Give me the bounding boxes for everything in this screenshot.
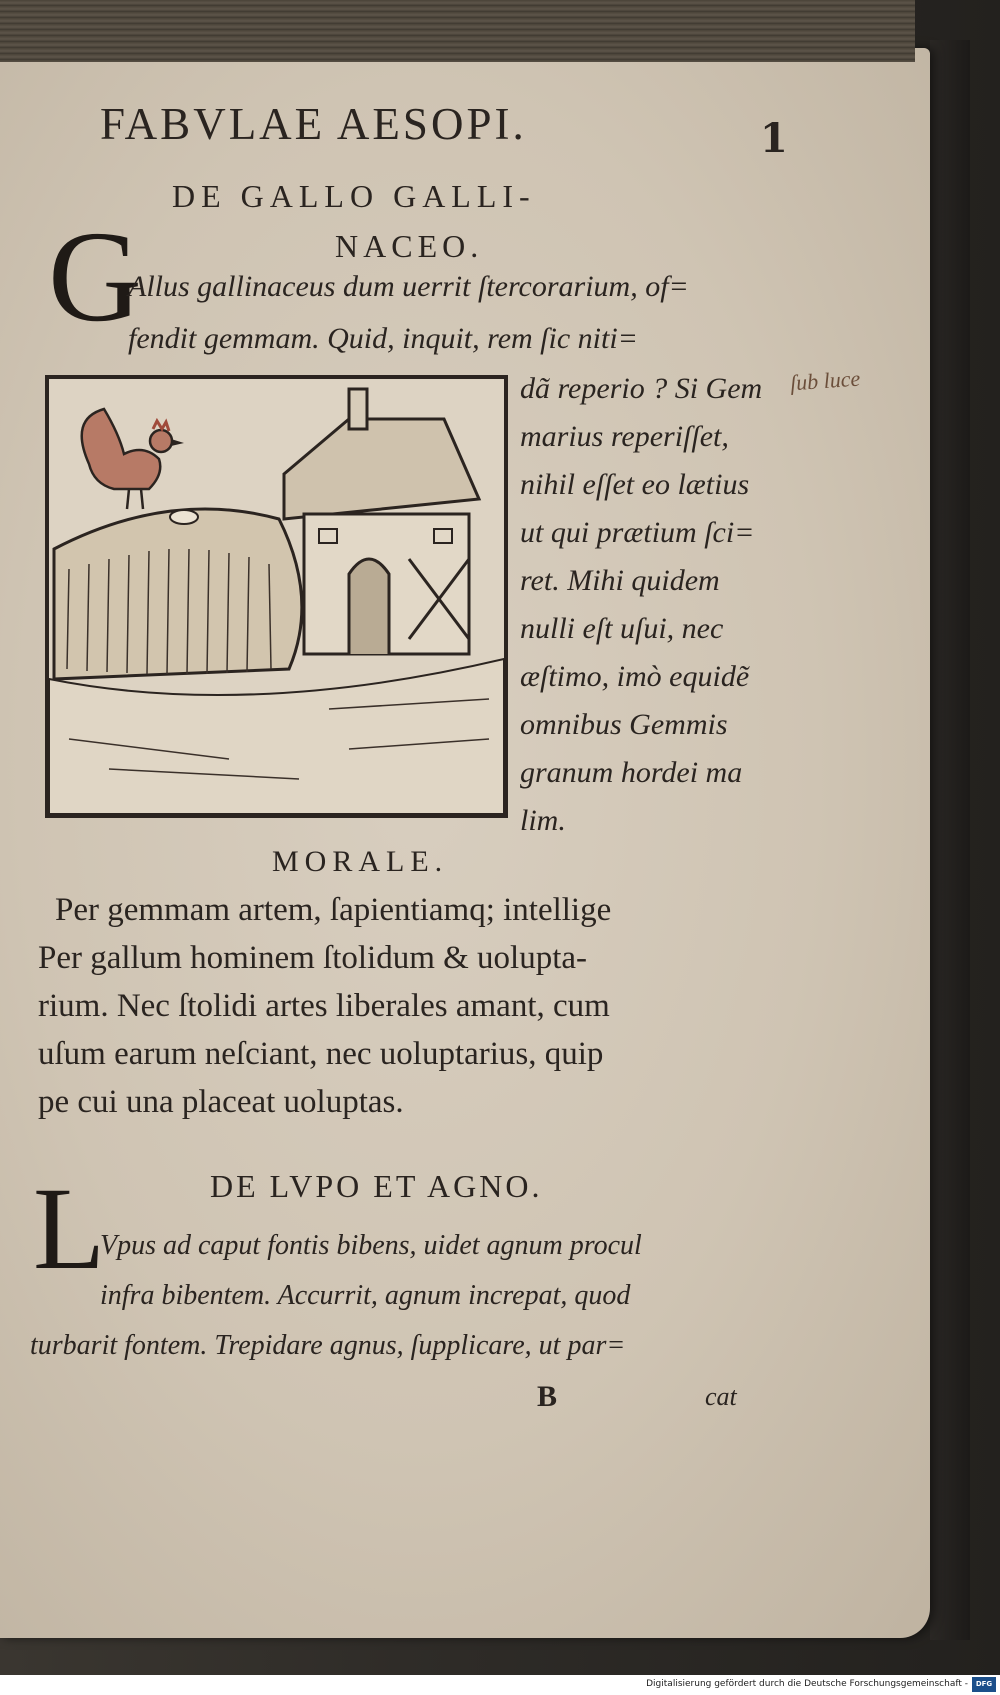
- book-spine-edge: [930, 40, 970, 1640]
- moral-line: pe cui una placeat uoluptas.: [38, 1084, 404, 1120]
- running-head: FABVLAE AESOPI.: [100, 99, 527, 149]
- moral-line: uſum earum neſciant, nec uoluptarius, quip: [38, 1036, 604, 1072]
- dropcap-l: L: [33, 1163, 106, 1294]
- digitization-credit: Digitalisierung gefördert durch die Deutsche Forschungsgemeinschaft -: [646, 1679, 968, 1689]
- moral-line: Per gallum hominem ſtolidum & uolupta-: [38, 940, 588, 976]
- moral-line: rium. Nec ſtolidi artes liberales amant, cum: [38, 988, 610, 1024]
- fable1-line: marius reperiſſet,: [520, 420, 729, 453]
- dropcap-g: G: [48, 205, 142, 349]
- fable1-line: ut qui prætium ſci=: [520, 516, 755, 549]
- woodcut-illustration: [45, 375, 508, 818]
- fable1-title-line1: DE GALLO GALLI-: [172, 178, 536, 214]
- fable1-line: nihil eſſet eo lætius: [520, 468, 750, 501]
- catchword: cat: [705, 1382, 737, 1411]
- fable1-line: fendit gemmam. Quid, inquit, rem ſic niti=: [128, 322, 638, 355]
- fable2-line: Vpus ad caput fontis bibens, uidet agnum procul: [100, 1230, 642, 1261]
- page-edges-top: [0, 0, 915, 62]
- moral-heading: MORALE.: [272, 845, 449, 878]
- signature-mark: B: [537, 1380, 558, 1413]
- moral-line: Per gemmam artem, ſapientiamq; intellige: [55, 892, 612, 928]
- fable2-title: DE LVPO ET AGNO.: [210, 1168, 543, 1204]
- page-number: 1: [760, 115, 788, 162]
- fable2-line: turbarit fontem. Trepidare agnus, ſupplicare, ut par=: [30, 1330, 626, 1361]
- fable1-line: lim.: [520, 804, 566, 837]
- woodcut-rooster-barn: [49, 379, 504, 814]
- fable1-title-line2: NACEO.: [335, 228, 484, 264]
- fable2-line: infra bibentem. Accurrit, agnum increpat, quod: [100, 1280, 631, 1311]
- fable1-line: granum hordei ma: [520, 756, 743, 789]
- fable1-line: Allus gallinaceus dum uerrit ſtercorarium, of=: [128, 270, 689, 303]
- fable1-line: omnibus Gemmis: [520, 708, 728, 741]
- fable1-line: ret. Mihi quidem: [520, 564, 720, 597]
- fable1-line: dã reperio ? Si Gem: [520, 372, 763, 405]
- fable1-line: æſtimo, imò equidẽ: [520, 660, 750, 693]
- handwritten-marginalia: ſub luce: [789, 365, 862, 396]
- dfg-logo: DFG: [972, 1677, 996, 1692]
- fable1-line: nulli eſt uſui, nec: [520, 612, 724, 645]
